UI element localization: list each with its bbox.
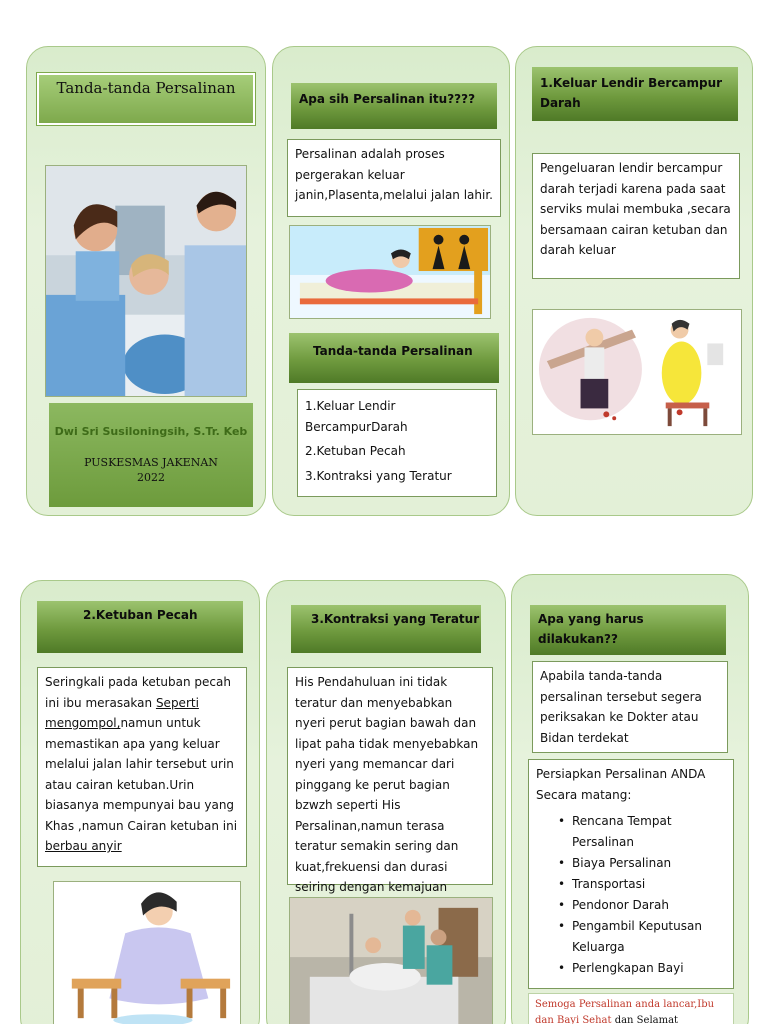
signs-list: [297, 389, 497, 497]
prep-item-place: • Rencana Tempat Persalinan: [536, 811, 726, 853]
sign-1: 1.Keluar Lendir BercampurDarah: [305, 399, 408, 434]
ruptured-text-b: namun untuk memastikan apa yang keluar melalui jalan lahir tersebut urin atau cairan ketuban.Urin biasanya mempunyai bau yang Khas ,namun Cairan ketuban ini: [45, 716, 238, 833]
prep-item-blood-donor: • Pendonor Darah: [536, 895, 726, 916]
sign-2: 2.Ketuban Pecah: [305, 444, 406, 458]
what-to-do-panel: [511, 574, 749, 1024]
ruptured-text-underline-1: Seperti mengompol,: [45, 695, 199, 730]
prep-item-cost: • Biaya Persalinan: [536, 853, 726, 874]
cover-title-box: [37, 73, 255, 125]
prep-item-decision-maker: • Pengambil Keputusan Keluarga: [536, 916, 726, 958]
year: 2022: [137, 471, 165, 484]
illustration-labor-bed: [289, 225, 491, 319]
preparation-title: Persiapkan Persalinan ANDA Secara matang:: [536, 767, 706, 802]
cover-photo-delivery: [45, 165, 247, 397]
closing-wish-red: Semoga Persalinan anda lancar,Ibu dan Bayi Sehat: [535, 999, 715, 1024]
photo-labor-room: [289, 897, 493, 1024]
preparation-list: [536, 811, 726, 979]
ruptured-membranes-text: [37, 667, 247, 867]
author-box: [49, 403, 253, 507]
closing-wish-black: dan Selamat: [611, 1015, 679, 1024]
ruptured-membranes-header: 2.Ketuban Pecah: [37, 601, 243, 653]
sign-3: 3.Kontraksi yang Teratur: [305, 468, 452, 483]
preparation-box: [528, 759, 734, 989]
organization-name: PUSKESMAS JAKENAN: [84, 456, 218, 469]
illustration-bleeding: [532, 309, 742, 435]
ruptured-text-underline-2: berbau anyir: [45, 839, 122, 853]
definition-panel: [272, 46, 510, 516]
closing-wish: [528, 993, 734, 1024]
definition-text: Persalinan adalah proses pergerakan keluar janin,Plasenta,melalui jalan lahir.: [287, 139, 501, 217]
contractions-panel: [266, 580, 506, 1024]
signs-header: Tanda-tanda Persalinan: [289, 333, 499, 383]
advice-text: Apabila tanda-tanda persalinan tersebut segera periksakan ke Dokter atau Bidan terdekat: [532, 661, 728, 753]
mucus-blood-header: 1.Keluar Lendir Bercampur Darah: [532, 67, 738, 121]
illustration-water-breaking: [53, 881, 241, 1024]
cover-panel: [26, 46, 266, 516]
contractions-header: 3.Kontraksi yang Teratur: [291, 605, 481, 653]
ruptured-text-a: Seringkali pada ketuban pecah ini ibu merasakan: [45, 675, 231, 710]
prep-item-transport: • Transportasi: [536, 874, 726, 895]
cover-title: Tanda-tanda Persalinan: [56, 79, 236, 97]
ruptured-membranes-panel: [20, 580, 260, 1024]
mucus-blood-panel: [515, 46, 753, 516]
prep-item-baby-supplies: • Perlengkapan Bayi: [536, 958, 726, 979]
mucus-blood-text: Pengeluaran lendir bercampur darah terjadi karena pada saat serviks mulai membuka ,secara bersamaan cairan ketuban dan darah keluar: [532, 153, 740, 279]
what-to-do-header: Apa yang harus dilakukan??: [530, 605, 726, 655]
contractions-text: His Pendahuluan ini tidak teratur dan menyebabkan nyeri perut bagian bawah dan lipat paha tidak menyebabkan nyeri yang memancar dari pinggang ke perut bagian bzwzh seperti His Persalinan,namun terasa teratur semakin sering dan kuat,frekuensi dan durasi seiring dengan kemajuan: [287, 667, 493, 885]
author-name: Dwi Sri Susiloningsih, S.Tr. Keb: [54, 425, 248, 438]
definition-header: Apa sih Persalinan itu????: [291, 83, 497, 129]
